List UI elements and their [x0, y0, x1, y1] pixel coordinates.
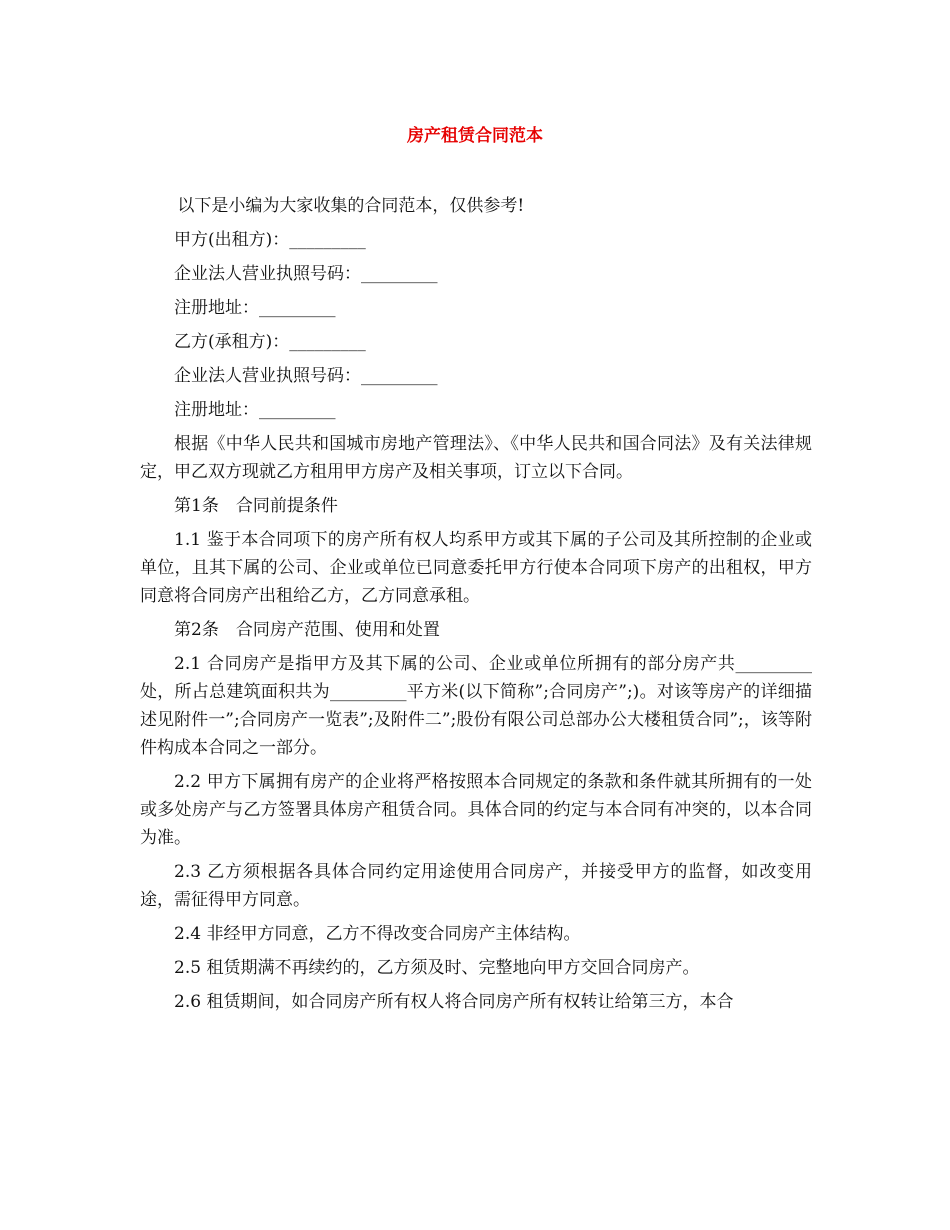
paragraph-party-a: 甲方(出租方)：_________	[174, 230, 366, 250]
paragraph-2-6: 2.6 租赁期间，如合同房产所有权人将合同房产所有权转让给第三方，本合	[174, 992, 734, 1012]
paragraph-intro: 以下是小编为大家收集的合同范本，仅供参考!	[177, 196, 525, 216]
paragraph-2-4: 2.4 非经甲方同意，乙方不得改变合同房产主体结构。	[174, 924, 581, 944]
paragraph-basis: 根据《中华人民共和国城市房地产管理法》、《中华人民共和国合同法》及有关法律规定，甲乙双方现就乙方租用甲方房产及相关事项，订立以下合同。	[140, 434, 812, 482]
document-body	[140, 192, 812, 1022]
document-title: 房产租赁合同范本	[407, 126, 543, 146]
paragraph-2-1: 2.1 合同房产是指甲方及其下属的公司、企业或单位所拥有的部分房产共_________处，所占总建筑面积共为_________平方米(以下简称”;合同房产”;)。对该等房产的详细描述见附件一”;合同房产一览表”;及附件二”;股份有限公司总部办公大楼租赁合同”;，该等附件构成本合同之一部分。	[140, 654, 812, 758]
paragraph-2-2: 2.2 甲方下属拥有房产的企业将严格按照本合同规定的条款和条件就其所拥有的一处或多处房产与乙方签署具体房产租赁合同。具体合同的约定与本合同有冲突的，以本合同为准。	[140, 772, 812, 848]
paragraph-2-5: 2.5 租赁期满不再续约的，乙方须及时、完整地向甲方交回合同房产。	[174, 958, 700, 978]
paragraph-party-b-license: 企业法人营业执照号码：_________	[174, 366, 438, 386]
paragraph-party-b: 乙方(承租方)：_________	[174, 332, 366, 352]
paragraph-party-a-license: 企业法人营业执照号码：_________	[174, 264, 438, 284]
paragraph-2-3: 2.3 乙方须根据各具体合同约定用途使用合同房产，并接受甲方的监督，如改变用途，需征得甲方同意。	[140, 862, 812, 910]
paragraph-1-1: 1.1 鉴于本合同项下的房产所有权人均系甲方或其下属的子公司及其所控制的企业或单位，且其下属的公司、企业或单位已同意委托甲方行使本合同项下房产的出租权，甲方同意将合同房产出租给乙方，乙方同意承租。	[140, 530, 812, 606]
paragraph-party-b-address: 注册地址：_________	[174, 400, 336, 420]
paragraph-party-a-address: 注册地址：_________	[174, 298, 336, 318]
section-heading-1: 第1条 合同前提条件	[174, 496, 338, 516]
section-heading-2: 第2条 合同房产范围、使用和处置	[174, 620, 440, 640]
